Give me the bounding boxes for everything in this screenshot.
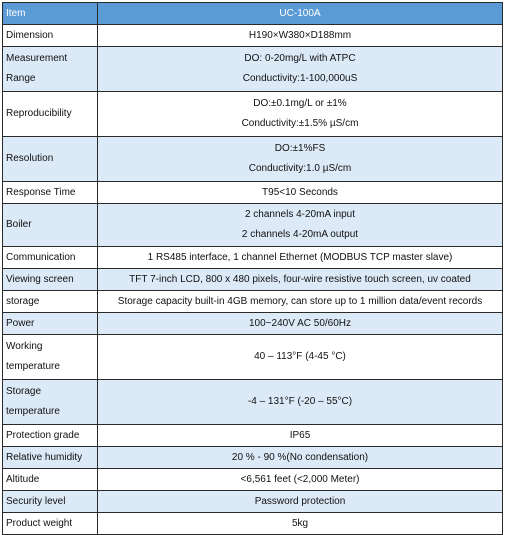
table-row-protection-grade [3, 425, 503, 447]
row-label: Storage temperature [3, 380, 98, 425]
table-row-measurement-range [3, 47, 503, 92]
row-value: DO:±1%FS Conductivity:1.0 µS/cm [98, 137, 503, 182]
row-value: H190×W380×D188mm [98, 25, 503, 47]
row-label: Viewing screen [3, 269, 98, 291]
row-value: -4 – 131°F (-20 – 55°C) [98, 380, 503, 425]
row-label: Power [3, 313, 98, 335]
row-label: Communication [3, 247, 98, 269]
row-value: 5kg [98, 513, 503, 535]
row-label: Resolution [3, 137, 98, 182]
row-label: Boiler [3, 204, 98, 247]
table-row-product-weight [3, 513, 503, 535]
table-row-reproducibility [3, 92, 503, 137]
row-label: Dimension [3, 25, 98, 47]
row-label: Relative humidity [3, 447, 98, 469]
spec-table [2, 2, 503, 535]
table-row-relative-humidity [3, 447, 503, 469]
table-row-security-level [3, 491, 503, 513]
row-label: Working temperature [3, 335, 98, 380]
table-row-viewing-screen [3, 269, 503, 291]
row-label: Protection grade [3, 425, 98, 447]
row-value: IP65 [98, 425, 503, 447]
table-row-boiler [3, 204, 503, 247]
row-value: TFT 7-inch LCD, 800 x 480 pixels, four-wire resistive touch screen, uv coated [98, 269, 503, 291]
row-value: DO:±0.1mg/L or ±1% Conductivity:±1.5% µS/cm [98, 92, 503, 137]
table-row-response-time [3, 182, 503, 204]
row-label: Product weight [3, 513, 98, 535]
header-model-label: UC-100A [98, 3, 503, 25]
row-label: Altitude [3, 469, 98, 491]
row-value: 40 – 113°F (4-45 °C) [98, 335, 503, 380]
table-row-working-temperature [3, 335, 503, 380]
table-row-communication [3, 247, 503, 269]
row-value: <6,561 feet (<2,000 Meter) [98, 469, 503, 491]
row-value: 1 RS485 interface, 1 channel Ethernet (MODBUS TCP master slave) [98, 247, 503, 269]
table-row-dimension [3, 25, 503, 47]
row-label: Reproducibility [3, 92, 98, 137]
row-value: T95<10 Seconds [98, 182, 503, 204]
row-value: Password protection [98, 491, 503, 513]
row-value: 2 channels 4-20mA input 2 channels 4-20mA output [98, 204, 503, 247]
table-row-power [3, 313, 503, 335]
row-value: Storage capacity built-in 4GB memory, can store up to 1 million data/event records [98, 291, 503, 313]
table-row-resolution [3, 137, 503, 182]
row-value: 20 % - 90 %(No condensation) [98, 447, 503, 469]
row-label: Security level [3, 491, 98, 513]
row-value: 100~240V AC 50/60Hz [98, 313, 503, 335]
table-row-storage-temperature [3, 380, 503, 425]
row-label: storage [3, 291, 98, 313]
header-item-label: Item [3, 3, 98, 25]
row-label: Measurement Range [3, 47, 98, 92]
table-row-altitude [3, 469, 503, 491]
table-row-storage [3, 291, 503, 313]
row-value: DO: 0-20mg/L with ATPC Conductivity:1-100,000uS [98, 47, 503, 92]
row-label: Response Time [3, 182, 98, 204]
table-header-row [3, 3, 503, 25]
